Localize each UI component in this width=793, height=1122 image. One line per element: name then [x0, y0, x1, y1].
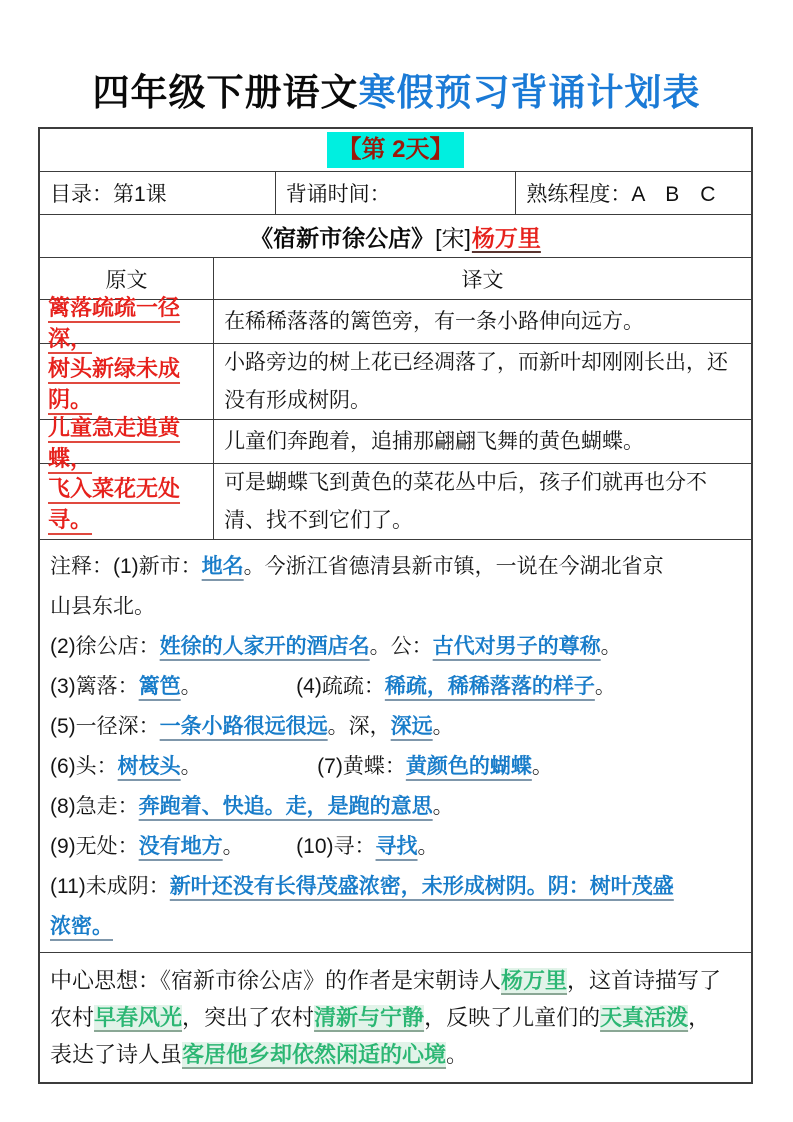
text-segment: 古代对男子的尊称	[432, 635, 601, 658]
text-segment: 。 (7)黄蝶：	[180, 755, 406, 778]
text-segment: 深远	[390, 715, 433, 738]
poem-line-text: 飞入菜花无处寻。	[48, 476, 181, 532]
text-segment: 。今浙江省德清县新市镇，一说在今湖北省京	[243, 555, 664, 578]
text-segment: 地名	[201, 555, 244, 578]
poem-line-original	[40, 294, 214, 351]
recite-time-cell: 背诵时间：	[276, 172, 517, 214]
poem-line-original	[40, 414, 214, 471]
text-segment: 姓徐的人家开的酒店名	[159, 635, 370, 658]
text-segment: (11)未成阴：	[50, 875, 170, 898]
text-segment: 树枝头	[117, 755, 181, 778]
text-segment: 中心思想：《宿新市徐公店》的作者是宋朝诗人	[50, 968, 502, 993]
note-line	[50, 787, 741, 827]
note-line	[50, 867, 741, 907]
text-segment: (6)头：	[50, 755, 118, 778]
poem-line-text: 儿童急走追黄蝶，	[48, 414, 181, 471]
central-idea-text	[50, 962, 722, 1073]
text-segment: 。	[531, 755, 553, 778]
text-segment: 。深，	[327, 715, 391, 738]
text-segment: 。	[594, 675, 616, 698]
text-segment: 新叶还没有长得茂盛浓密，未形成树阴。阴：树叶茂盛	[169, 875, 674, 898]
text-segment: 清新与宁静	[314, 1005, 425, 1030]
page-title-part-blue: 寒假预习背诵计划表	[358, 72, 701, 113]
translation-column-header: 译文	[461, 268, 504, 292]
note-line	[50, 667, 741, 707]
text-segment: (8)急走：	[50, 795, 139, 818]
day-badge: 【第 2天】	[327, 132, 463, 167]
note-line	[50, 707, 741, 747]
poem-line-text: 树头新绿未成阴。	[48, 356, 181, 412]
text-segment: 。	[446, 1042, 469, 1067]
study-plan-table	[38, 127, 753, 1084]
text-segment: 。	[432, 795, 454, 818]
poem-line-text: 篱落疏疏一径深，	[48, 294, 181, 351]
text-segment: 。 (4)疏疏：	[180, 675, 385, 698]
text-segment: 杨万里	[501, 968, 568, 993]
text-segment: 奔跑着、快追。走，是跑的意思	[138, 795, 433, 818]
poem-line-original	[40, 344, 214, 419]
text-segment: ，突出了农村	[182, 1005, 315, 1030]
text-segment: 寻找	[375, 835, 418, 858]
note-line	[50, 827, 741, 867]
text-segment: 早春风光	[94, 1005, 183, 1030]
text-segment: 黄颜色的蝴蝶	[405, 755, 532, 778]
note-line	[50, 747, 741, 787]
text-segment: 一条小路很远很远	[159, 715, 328, 738]
info-row	[40, 172, 751, 215]
poem-line-translation: 在稀稀落落的篱笆旁，有一条小路伸向远方。	[224, 309, 645, 333]
text-segment: (2)徐公店：	[50, 635, 160, 658]
text-segment: 。公：	[369, 635, 433, 658]
text-segment: 。	[417, 835, 439, 858]
text-segment: 没有地方	[138, 835, 223, 858]
text-segment: ，反映了儿童们的	[424, 1005, 601, 1030]
text-segment: (9)无处：	[50, 835, 139, 858]
original-column-header: 原文	[40, 258, 214, 299]
text-segment: 客居他乡却依然闲适的心境	[182, 1042, 447, 1067]
poem-line-translation: 儿童们奔跑着，追捕那翩翩飞舞的黄色蝴蝶。	[224, 429, 645, 453]
poem-row	[40, 414, 751, 471]
text-segment: 浓密。	[50, 915, 113, 938]
note-line	[50, 907, 741, 947]
note-line	[50, 627, 741, 667]
poem-line-original	[40, 464, 214, 539]
poem-row	[40, 464, 751, 540]
page-title-part-black: 四年级下册语文	[92, 72, 359, 113]
poem-dynasty: [宋]	[435, 224, 471, 251]
text-segment: 篱笆	[138, 675, 181, 698]
notes-section	[40, 540, 751, 953]
note-line	[50, 587, 741, 627]
note-line	[50, 547, 741, 587]
proficiency-cell: 熟练程度：A B C	[526, 183, 716, 206]
poem-title-row	[40, 215, 751, 258]
text-segment: 。 (10)寻：	[222, 835, 376, 858]
text-segment: 稀疏，稀稀落落的样子	[384, 675, 595, 698]
poem-line-translation: 可是蝴蝶飞到黄色的菜花丛中后，孩子们就再也分不清、找不到它们了。	[224, 470, 708, 532]
text-segment: ，这首诗描写了农村	[50, 968, 722, 1030]
text-segment: 注释：(1)新市：	[50, 555, 202, 578]
poem-author: 杨万里	[471, 224, 541, 251]
central-idea-section	[40, 953, 751, 1082]
text-segment: 。	[600, 635, 622, 658]
poem-row	[40, 344, 751, 420]
text-segment: 山县东北。	[50, 595, 155, 618]
poem-row	[40, 294, 751, 351]
text-segment: (5)一径深：	[50, 715, 160, 738]
text-segment: ，表达了诗人虽	[50, 1005, 711, 1067]
poem-name: 《宿新市徐公店》	[250, 224, 435, 251]
text-segment: 天真活泼	[600, 1005, 689, 1030]
catalog-cell: 目录：第1课	[40, 172, 276, 214]
text-segment: 。	[432, 715, 454, 738]
text-segment: (3)篱落：	[50, 675, 139, 698]
poem-line-translation: 小路旁边的树上花已经凋落了，而新叶却刚刚长出，还没有形成树阴。	[224, 350, 729, 412]
day-header-row	[40, 129, 751, 172]
page-title	[0, 62, 793, 116]
